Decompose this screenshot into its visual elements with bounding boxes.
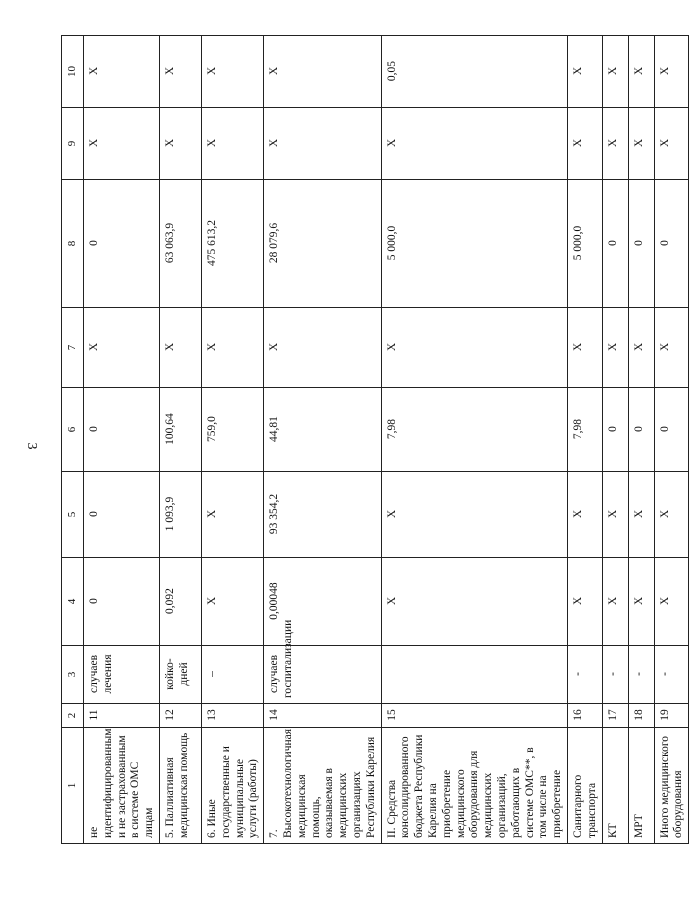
cell-col5: 1 093,9: [159, 472, 201, 558]
cell-col10: X: [84, 36, 160, 108]
cell-col9: X: [381, 108, 567, 180]
header-cell: 2: [62, 704, 84, 728]
cell-col10: X: [654, 36, 689, 108]
cell-col9: X: [201, 108, 263, 180]
table-row: [567, 36, 602, 844]
row-code: 15: [381, 704, 567, 728]
row-code: 17: [602, 704, 628, 728]
row-code: 18: [628, 704, 654, 728]
cell-col5: X: [654, 472, 689, 558]
row-name: 5. Паллиативная медицинская помощь: [159, 728, 201, 844]
cell-col4: X: [201, 558, 263, 646]
cell-col5: 0: [84, 472, 160, 558]
cell-col6: 0: [654, 388, 689, 472]
header-cell: 1: [62, 728, 84, 844]
cell-col6: 44,81: [264, 388, 381, 472]
cell-col4: X: [567, 558, 602, 646]
cell-col4: 0: [84, 558, 160, 646]
header-row: [62, 36, 84, 844]
cell-col5: X: [567, 472, 602, 558]
row-unit: -: [567, 646, 602, 704]
row-name: КТ: [602, 728, 628, 844]
table-row: [159, 36, 201, 844]
cell-col7: X: [159, 308, 201, 388]
cell-col10: 0,05: [381, 36, 567, 108]
table-row: [264, 36, 381, 844]
row-unit: -: [628, 646, 654, 704]
cell-col9: X: [628, 108, 654, 180]
row-unit: -: [602, 646, 628, 704]
cell-col10: X: [567, 36, 602, 108]
row-name: II. Средства консолидированного бюджета Республики Карелия на приобретение медицинского оборудования для медицинских организаций, работающих в системе ОМС**, в том числе на приобретение: [381, 728, 567, 844]
header-cell: 3: [62, 646, 84, 704]
cell-col8: 0: [602, 180, 628, 308]
header-cell: 8: [62, 180, 84, 308]
cell-col7: X: [602, 308, 628, 388]
header-cell: 5: [62, 472, 84, 558]
cell-col8: 5 000,0: [567, 180, 602, 308]
cell-col7: X: [567, 308, 602, 388]
cell-col9: X: [264, 108, 381, 180]
header-cell: 7: [62, 308, 84, 388]
page-number: 3: [24, 442, 39, 450]
table-row: [201, 36, 263, 844]
table-row: [602, 36, 628, 844]
rotated-table-wrapper: [61, 36, 685, 844]
row-unit: случаев госпитализации: [264, 646, 381, 704]
cell-col4: X: [381, 558, 567, 646]
row-name: МРТ: [628, 728, 654, 844]
cell-col6: 759,0: [201, 388, 263, 472]
cell-col9: X: [159, 108, 201, 180]
cell-col6: 100,64: [159, 388, 201, 472]
header-cell: 9: [62, 108, 84, 180]
cell-col9: X: [567, 108, 602, 180]
cell-col6: 7,98: [567, 388, 602, 472]
cell-col7: X: [654, 308, 689, 388]
row-name: Иного медицинского оборудования: [654, 728, 689, 844]
row-unit: –: [201, 646, 263, 704]
cell-col9: X: [654, 108, 689, 180]
header-cell: 6: [62, 388, 84, 472]
cell-col4: 0,00048: [264, 558, 381, 646]
cell-col8: 0: [84, 180, 160, 308]
row-name: 6. Иные государственные и муниципальные услуги (работы): [201, 728, 263, 844]
row-unit: койко-дней: [159, 646, 201, 704]
cell-col5: X: [201, 472, 263, 558]
cell-col5: X: [628, 472, 654, 558]
table-row: [628, 36, 654, 844]
cell-col9: X: [84, 108, 160, 180]
row-name: 7. Высокотехнологичная медицинская помощь, оказываемая в медицинских организациях Республики Карелия: [264, 728, 381, 844]
cell-col4: X: [628, 558, 654, 646]
row-unit: -: [654, 646, 689, 704]
cell-col8: 0: [628, 180, 654, 308]
row-unit: [381, 646, 567, 704]
cell-col10: X: [628, 36, 654, 108]
cell-col7: X: [84, 308, 160, 388]
cell-col6: 7,98: [381, 388, 567, 472]
cell-col10: X: [159, 36, 201, 108]
cell-col6: 0: [84, 388, 160, 472]
cell-col8: 475 613,2: [201, 180, 263, 308]
row-unit: случаев лечения: [84, 646, 160, 704]
row-name: Санитарного транспорта: [567, 728, 602, 844]
row-code: 11: [84, 704, 160, 728]
cell-col9: X: [602, 108, 628, 180]
cell-col5: 93 354,2: [264, 472, 381, 558]
row-code: 12: [159, 704, 201, 728]
cell-col8: 63 063,9: [159, 180, 201, 308]
cell-col4: X: [654, 558, 689, 646]
row-code: 13: [201, 704, 263, 728]
header-cell: 4: [62, 558, 84, 646]
row-code: 16: [567, 704, 602, 728]
cell-col5: X: [381, 472, 567, 558]
table-row: [654, 36, 689, 844]
cell-col5: X: [602, 472, 628, 558]
table-row: [381, 36, 567, 844]
cell-col4: X: [602, 558, 628, 646]
cell-col10: X: [201, 36, 263, 108]
cell-col7: X: [201, 308, 263, 388]
cell-col7: X: [381, 308, 567, 388]
row-name: не идентифицированным и не застрахованным в системе ОМС лицам: [84, 728, 160, 844]
row-code: 19: [654, 704, 689, 728]
cell-col10: X: [264, 36, 381, 108]
cell-col8: 28 079,6: [264, 180, 381, 308]
table-row: [84, 36, 160, 844]
cell-col6: 0: [628, 388, 654, 472]
cell-col7: X: [628, 308, 654, 388]
cell-col7: X: [264, 308, 381, 388]
header-cell: 10: [62, 36, 84, 108]
data-table: [61, 35, 689, 844]
cell-col8: 0: [654, 180, 689, 308]
cell-col8: 5 000,0: [381, 180, 567, 308]
cell-col4: 0,092: [159, 558, 201, 646]
cell-col10: X: [602, 36, 628, 108]
row-code: 14: [264, 704, 381, 728]
cell-col6: 0: [602, 388, 628, 472]
